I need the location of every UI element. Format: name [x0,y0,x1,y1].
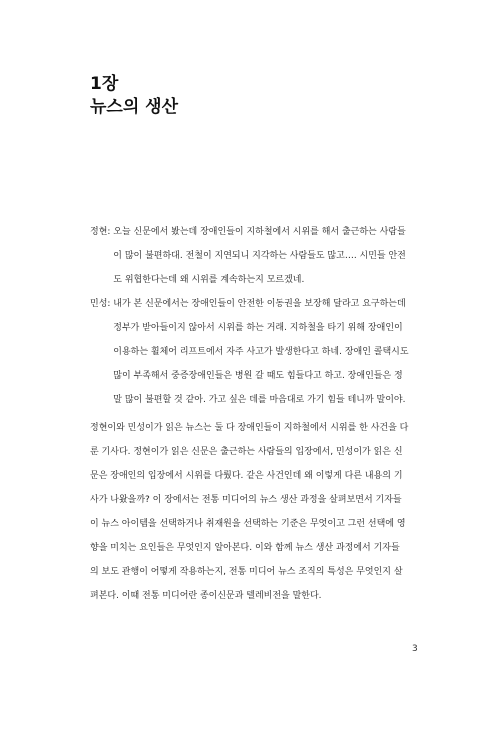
paragraph-line: 펴본다. 이때 전통 미디어란 종이신문과 텔레비전을 말한다. [90,591,322,601]
speech-line: 오늘 신문에서 봤는데 장애인들이 지하철에서 시위를 해서 출근하는 사람들 [113,227,406,237]
speech-text [113,292,420,412]
page-number: 3 [412,644,418,654]
paragraph-line: 정현이와 민성이가 읽은 뉴스는 둘 다 장애인들이 지하철에서 시위를 한 사건을 다 [90,423,409,433]
chapter-number: 1장 [90,74,119,94]
speech-line: 많이 부족해서 중증장애인들은 병원 갈 때도 힘들다고 하고. 장애인들은 정 [113,371,403,381]
chapter-heading [90,73,178,119]
paragraph-line: 문은 장애인의 입장에서 시위를 다뤘다. 같은 사건인데 왜 이렇게 다른 내용의 기 [90,471,403,481]
speech-line: 이 많이 불편하대. 전철이 지연되니 지각하는 사람들도 많고…. 시민들 안전 [113,251,406,261]
dialogue-entry [90,220,420,292]
paragraph-line: 사가 나왔을까? 이 장에서는 전통 미디어의 뉴스 생산 과정을 살펴보면서 기자들 [90,495,402,505]
speaker-label: 정현: [90,227,114,237]
body-paragraph [90,416,420,608]
paragraph-line: 룬 기사다. 정현이가 읽은 신문은 출근하는 사람들의 입장에서, 민성이가 읽은 신 [90,447,403,457]
speech-line: 이용하는 휠체어 리프트에서 자주 사고가 발생한다고 하네. 장애인 콜택시도 [113,347,409,357]
speaker-label: 민성: [90,299,114,309]
speech-line: 정부가 받아들이지 않아서 시위를 하는 거래. 지하철을 타기 위해 장애인이 [113,323,403,333]
speech-line: 도 위협한다는데 왜 시위를 계속하는지 모르겠네. [113,275,305,285]
paragraph-line: 향을 미치는 요인들은 무엇인지 알아본다. 이와 함께 뉴스 생산 과정에서 기자들 [90,543,400,553]
speech-line: 내가 본 신문에서는 장애인들이 안전한 이동권을 보장해 달라고 요구하는데 [113,299,406,309]
dialogue [90,220,420,412]
dialogue-entry [90,292,420,412]
paragraph-line: 이 뉴스 아이템을 선택하거나 취재원을 선택하는 기준은 무엇이고 그런 선택에 영 [90,519,406,529]
chapter-title: 뉴스의 생산 [90,97,179,117]
paragraph-line: 의 보도 관행이 어떻게 작용하는지, 전통 미디어 뉴스 조직의 특성은 무엇인지 살 [90,567,403,577]
speech-line: 말 많이 불편할 것 같아. 가고 싶은 데를 마음대로 가기 힘들 테니까 말이야. [113,395,406,405]
speech-text [113,220,420,292]
